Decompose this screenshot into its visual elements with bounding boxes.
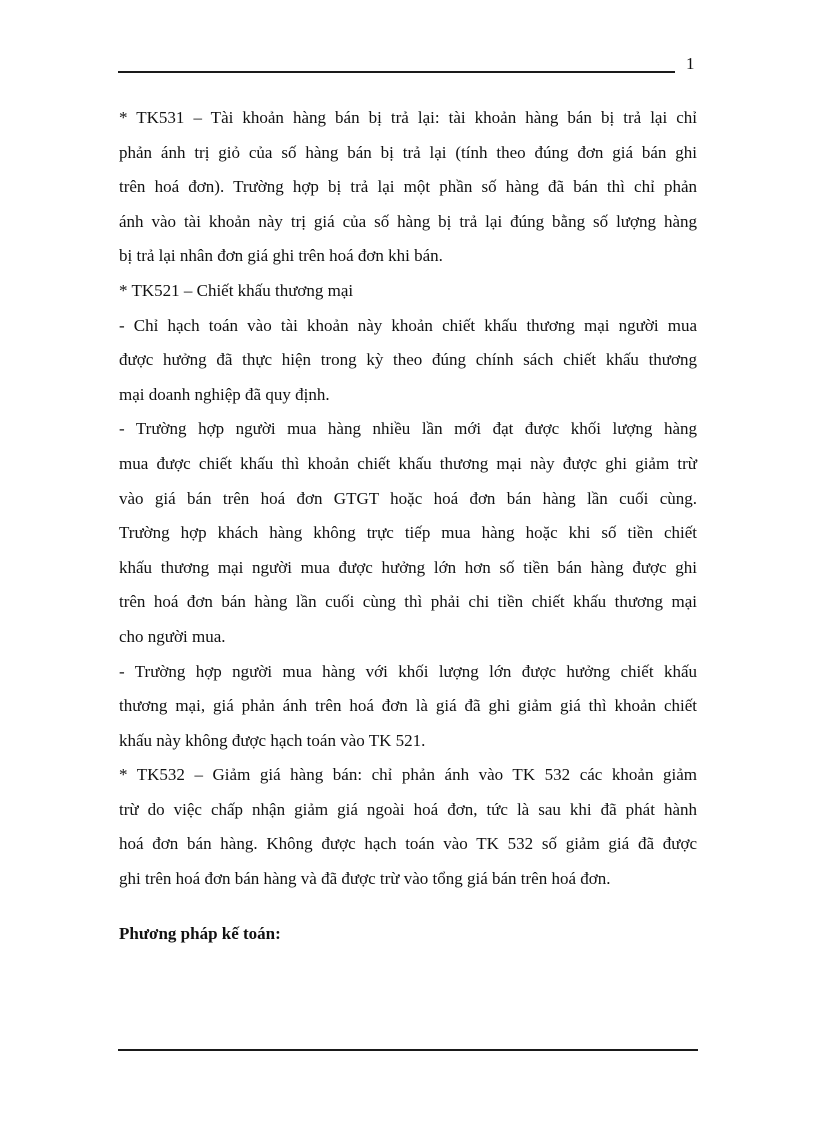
text-line: phản ánh trị giỏ của số hàng bán bị trả lại (tính theo đúng đơn giá bán ghi	[119, 142, 697, 162]
text-line: trên hoá đơn bán hàng lần cuối cùng thì phải chi tiền chiết khấu thương mại	[119, 592, 697, 612]
text-line: cho người mua.	[119, 626, 226, 646]
body-text	[119, 101, 697, 897]
text-line: - Trường hợp người mua hàng với khối lượng lớn được hưởng chiết khấu	[119, 661, 697, 681]
text-line: - Chỉ hạch toán vào tài khoản này khoản chiết khấu thương mại người mua	[119, 315, 697, 335]
text-line: ánh vào tài khoản này trị giá của số hàng bị trả lại đúng bằng số lượng hàng	[119, 211, 697, 231]
text-line: ghi trên hoá đơn bán hàng và đã được trừ vào tổng giá bán trên hoá đơn.	[119, 869, 611, 889]
text-line: mua được chiết khấu thì khoản chiết khấu thương mại này được ghi giảm trừ	[119, 453, 697, 473]
text-line: Trường hợp khách hàng không trực tiếp mua hàng hoặc khi số tiền chiết	[119, 523, 697, 543]
text-line: mại doanh nghiệp đã quy định.	[119, 384, 330, 404]
text-line: hoá đơn bán hàng. Không được hạch toán vào TK 532 số giảm giá đã được	[119, 834, 697, 854]
text-line: thương mại, giá phản ánh trên hoá đơn là giá đã ghi giảm giá thì khoản chiết	[119, 696, 697, 716]
text-line: khấu thương mại người mua được hưởng lớn hơn số tiền bán hàng được ghi	[119, 557, 697, 577]
text-line: - Trường hợp người mua hàng nhiều lần mới đạt được khối lượng hàng	[119, 419, 697, 439]
text-line: được hưởng đã thực hiện trong kỳ theo đúng chính sách chiết khấu thương	[119, 350, 697, 370]
text-line: vào giá bán trên hoá đơn GTGT hoặc hoá đơn bán hàng lần cuối cùng.	[119, 488, 697, 508]
text-line: trừ do việc chấp nhận giảm giá ngoài hoá đơn, tức là sau khi đã phát hành	[119, 799, 697, 819]
text-line: bị trả lại nhân đơn giá ghi trên hoá đơn khi bán.	[119, 246, 443, 266]
text-line: * TK521 – Chiết khấu thương mại	[119, 280, 354, 300]
text-line: trên hoá đơn). Trường hợp bị trả lại một phần số hàng đã bán thì chỉ phản	[119, 177, 697, 197]
text-line: * TK531 – Tài khoản hàng bán bị trả lại: tài khoản hàng bán bị trả lại chỉ	[119, 108, 697, 127]
text-line: khấu này không được hạch toán vào TK 521.	[119, 730, 426, 750]
page-number: 1	[686, 54, 695, 73]
header-rule	[118, 71, 675, 73]
footer-rule	[118, 1049, 698, 1051]
section-heading: Phương pháp kế toán:	[119, 924, 281, 943]
text-line: * TK532 – Giảm giá hàng bán: chỉ phản ánh vào TK 532 các khoản giảm	[119, 765, 697, 785]
